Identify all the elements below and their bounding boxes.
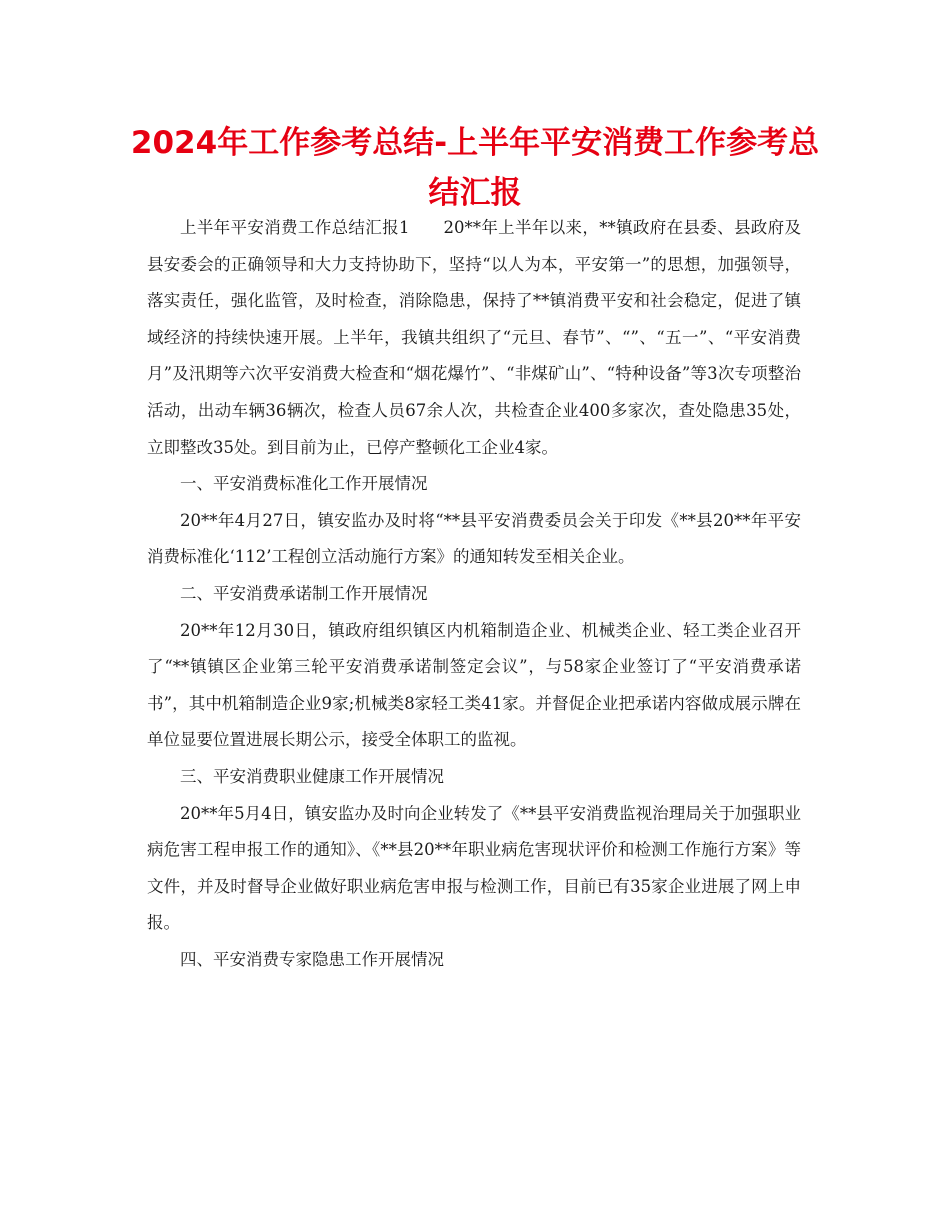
document-body: [147, 210, 801, 978]
intro-paragraph: 上半年平安消费工作总结汇报1 20**年上半年以来，**镇政府在县委、县政府及县安委会的正确领导和大力支持协助下，坚持“以人为本，平安第一”的思想，加强领导，落实责任，强化监管，及时检查，消除隐患，保持了**镇消费平安和社会稳定，促进了镇域经济的持续快速开展。上半年，我镇共组织了“元旦、春节”、“”、“五一”、“平安消费月”及汛期等六次平安消费大检查和“烟花爆竹”、“非煤矿山”、“特种设备”等3次专项整治活动，出动车辆36辆次，检查人员67余人次，共检查企业400多家次，查处隐患35处，立即整改35处。到目前为止，已停产整顿化工企业4家。: [147, 218, 801, 457]
document-title: 2024年工作参考总结-上半年平安消费工作参考总结汇报: [130, 125, 820, 211]
section-heading-1: 一、平安消费标准化工作开展情况: [180, 474, 428, 494]
section-paragraph-1: 20**年4月27日，镇安监办及时将“**县平安消费委员会关于印发《**县20**年平安消费标准化‘112’工程创立活动施行方案》的通知转发至相关企业。: [147, 510, 801, 567]
section-paragraph-2: 20**年12月30日，镇政府组织镇区内机箱制造企业、机械类企业、轻工类企业召开了“**镇镇区企业第三轮平安消费承诺制签定会议”，与58家企业签订了“平安消费承诺书”，其中机箱制造企业9家;机械类8家轻工类41家。并督促企业把承诺内容做成展示牌在单位显要位置进展长期公示，接受全体职工的监视。: [147, 620, 801, 750]
section-paragraph-3: 20**年5月4日，镇安监办及时向企业转发了《**县平安消费监视治理局关于加强职业病危害工程申报工作的通知》、《**县20**年职业病危害现状评价和检测工作施行方案》等文件，并及时督导企业做好职业病危害申报与检测工作，目前已有35家企业进展了网上申报。: [147, 803, 801, 933]
section-heading-4: 四、平安消费专家隐患工作开展情况: [180, 949, 444, 969]
section-heading-2: 二、平安消费承诺制工作开展情况: [180, 583, 428, 603]
section-heading-3: 三、平安消费职业健康工作开展情况: [180, 766, 444, 786]
